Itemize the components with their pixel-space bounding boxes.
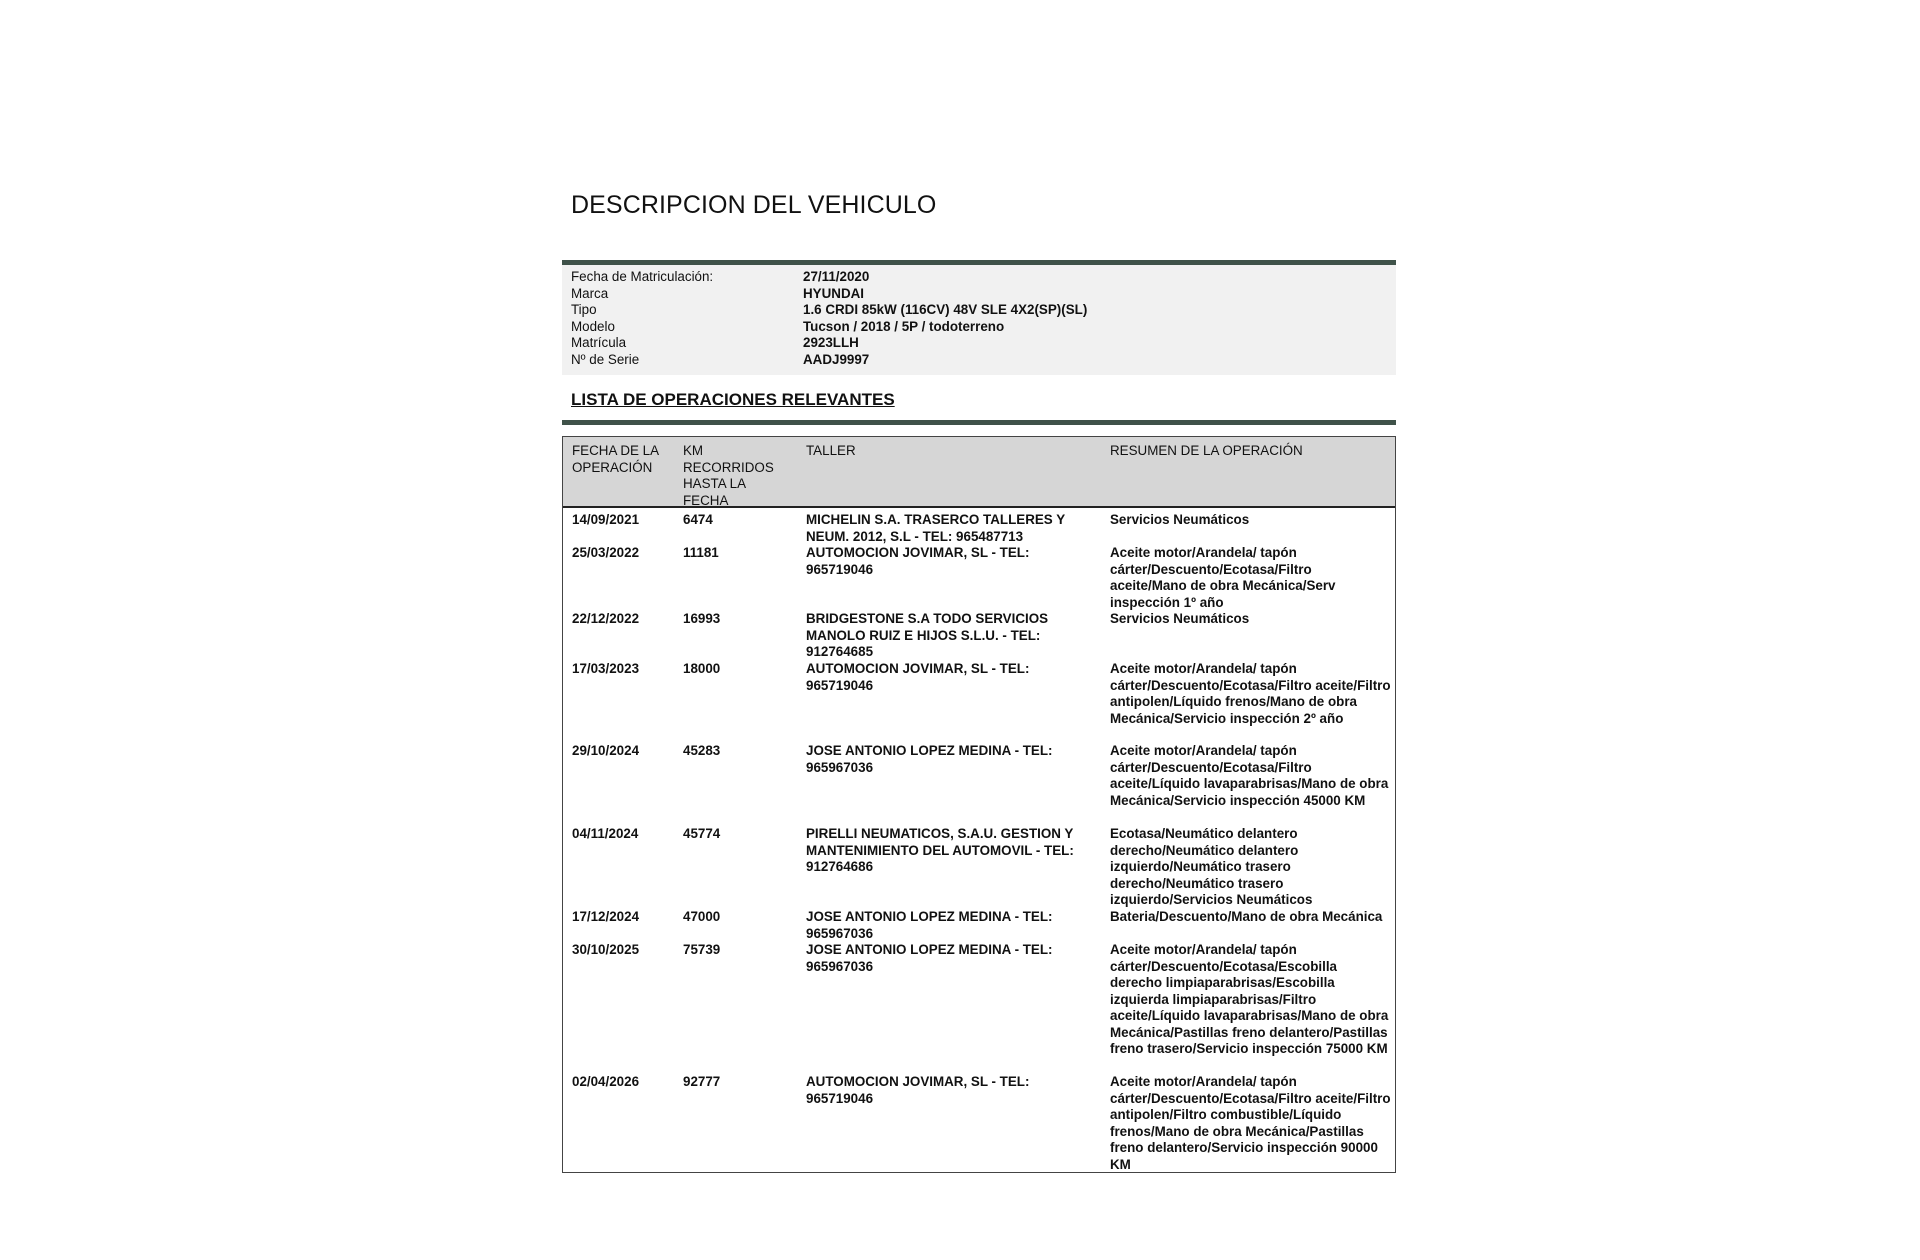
header-date: FECHA DE LA OPERACIÓN xyxy=(572,443,659,475)
cell-summary: Servicios Neumáticos xyxy=(1110,611,1250,626)
cell-workshop: AUTOMOCION JOVIMAR, SL - TEL: 965719046 xyxy=(806,545,1030,577)
cell-workshop: AUTOMOCION JOVIMAR, SL - TEL: 965719046 xyxy=(806,1074,1030,1106)
cell-date: 02/04/2026 xyxy=(572,1074,640,1089)
field-value: 1.6 CRDI 85kW (116CV) 48V SLE 4X2(SP)(SL) xyxy=(803,302,1088,317)
field-value: Tucson / 2018 / 5P / todoterreno xyxy=(803,318,1005,334)
cell-workshop: AUTOMOCION JOVIMAR, SL - TEL: 965719046 xyxy=(806,661,1030,693)
field-value: 27/11/2020 xyxy=(803,269,870,284)
cell-date: 29/10/2024 xyxy=(572,743,640,758)
operations-title: LISTA DE OPERACIONES RELEVANTES xyxy=(571,390,895,409)
cell-km: 18000 xyxy=(683,661,721,676)
header-summary: RESUMEN DE LA OPERACIÓN xyxy=(1110,443,1303,458)
cell-summary: Aceite motor/Arandela/ tapón cárter/Descuento/Ecotasa/Escobilla derecho limpiaparabrisas/Escobilla izquierda limpiaparabrisas/Filtro aceite/Líquido lavaparabrisas/Mano de obra Mecánica/Pastillas freno delantero/Pastillas freno trasero/Servicio inspección 75000 KM xyxy=(1110,942,1389,1056)
field-label: Matrícula xyxy=(571,335,627,350)
field-label: Fecha de Matriculación: xyxy=(571,269,714,284)
header-km: KM RECORRIDOS HASTA LA FECHA xyxy=(683,443,774,508)
cell-workshop: MICHELIN S.A. TRASERCO TALLERES Y NEUM. 2012, S.L - TEL: 965487713 xyxy=(806,512,1065,544)
field-label: Nº de Serie xyxy=(571,351,640,367)
cell-date: 14/09/2021 xyxy=(572,512,640,527)
cell-summary: Aceite motor/Arandela/ tapón cárter/Descuento/Ecotasa/Filtro aceite/Líquido lavaparabrisas/Mano de obra Mecánica/Servicio inspección 45000 KM xyxy=(1110,743,1389,808)
document-title: DESCRIPCION DEL VEHICULO xyxy=(571,191,937,219)
table-header xyxy=(563,437,1395,508)
cell-workshop: PIRELLI NEUMATICOS, S.A.U. GESTION Y MANTENIMIENTO DEL AUTOMOVIL - TEL: 912764686 xyxy=(806,826,1074,874)
cell-summary: Bateria/Descuento/Mano de obra Mecánica xyxy=(1110,909,1383,924)
cell-summary: Servicios Neumáticos xyxy=(1110,512,1250,527)
field-value: AADJ9997 xyxy=(803,351,870,367)
cell-summary: Aceite motor/Arandela/ tapón cárter/Descuento/Ecotasa/Filtro aceite/Mano de obra Mecánica/Serv inspección 1º año xyxy=(1110,545,1336,610)
cell-summary: Aceite motor/Arandela/ tapón cárter/Descuento/Ecotasa/Filtro aceite/Filtro antipolen/Filtro combustible/Líquido frenos/Mano de obra Mecánica/Pastillas freno delantero/Servicio inspección 90000 KM xyxy=(1110,1074,1391,1172)
cell-date: 17/03/2023 xyxy=(572,661,640,676)
cell-km: 47000 xyxy=(683,909,721,924)
operations-table xyxy=(562,436,1396,1173)
field-label: Modelo xyxy=(571,318,615,334)
cell-workshop: JOSE ANTONIO LOPEZ MEDINA - TEL: 965967036 xyxy=(806,942,1053,974)
cell-date: 04/11/2024 xyxy=(572,826,639,841)
cell-summary: Aceite motor/Arandela/ tapón cárter/Descuento/Ecotasa/Filtro aceite/Filtro antipolen/Líquido frenos/Mano de obra Mecánica/Servicio inspección 2º año xyxy=(1110,661,1391,726)
cell-date: 22/12/2022 xyxy=(572,611,640,626)
field-label: Marca xyxy=(571,285,609,301)
cell-km: 75739 xyxy=(683,942,721,957)
cell-workshop: JOSE ANTONIO LOPEZ MEDINA - TEL: 965967036 xyxy=(806,909,1053,941)
header-workshop: TALLER xyxy=(806,443,856,458)
cell-date: 17/12/2024 xyxy=(572,909,640,924)
vehicle-details-panel xyxy=(562,265,1396,375)
cell-km: 16993 xyxy=(683,611,721,626)
cell-workshop: JOSE ANTONIO LOPEZ MEDINA - TEL: 965967036 xyxy=(806,743,1053,775)
cell-date: 30/10/2025 xyxy=(572,942,640,957)
cell-summary: Ecotasa/Neumático delantero derecho/Neumático delantero izquierdo/Neumático trasero derecho/Neumático trasero izquierdo/Servicios Neumáticos xyxy=(1110,826,1313,907)
cell-km: 92777 xyxy=(683,1074,721,1089)
cell-date: 25/03/2022 xyxy=(572,545,640,560)
cell-km: 45774 xyxy=(683,826,721,841)
cell-km: 45283 xyxy=(683,743,721,758)
cell-workshop: BRIDGESTONE S.A TODO SERVICIOS MANOLO RUIZ E HIJOS S.L.U. - TEL: 912764685 xyxy=(806,611,1049,659)
field-value: HYUNDAI xyxy=(803,285,865,301)
field-label: Tipo xyxy=(571,302,597,317)
section-divider-operations xyxy=(562,420,1396,425)
cell-km: 11181 xyxy=(683,545,719,560)
cell-km: 6474 xyxy=(683,512,713,527)
field-value: 2923LLH xyxy=(803,335,859,350)
